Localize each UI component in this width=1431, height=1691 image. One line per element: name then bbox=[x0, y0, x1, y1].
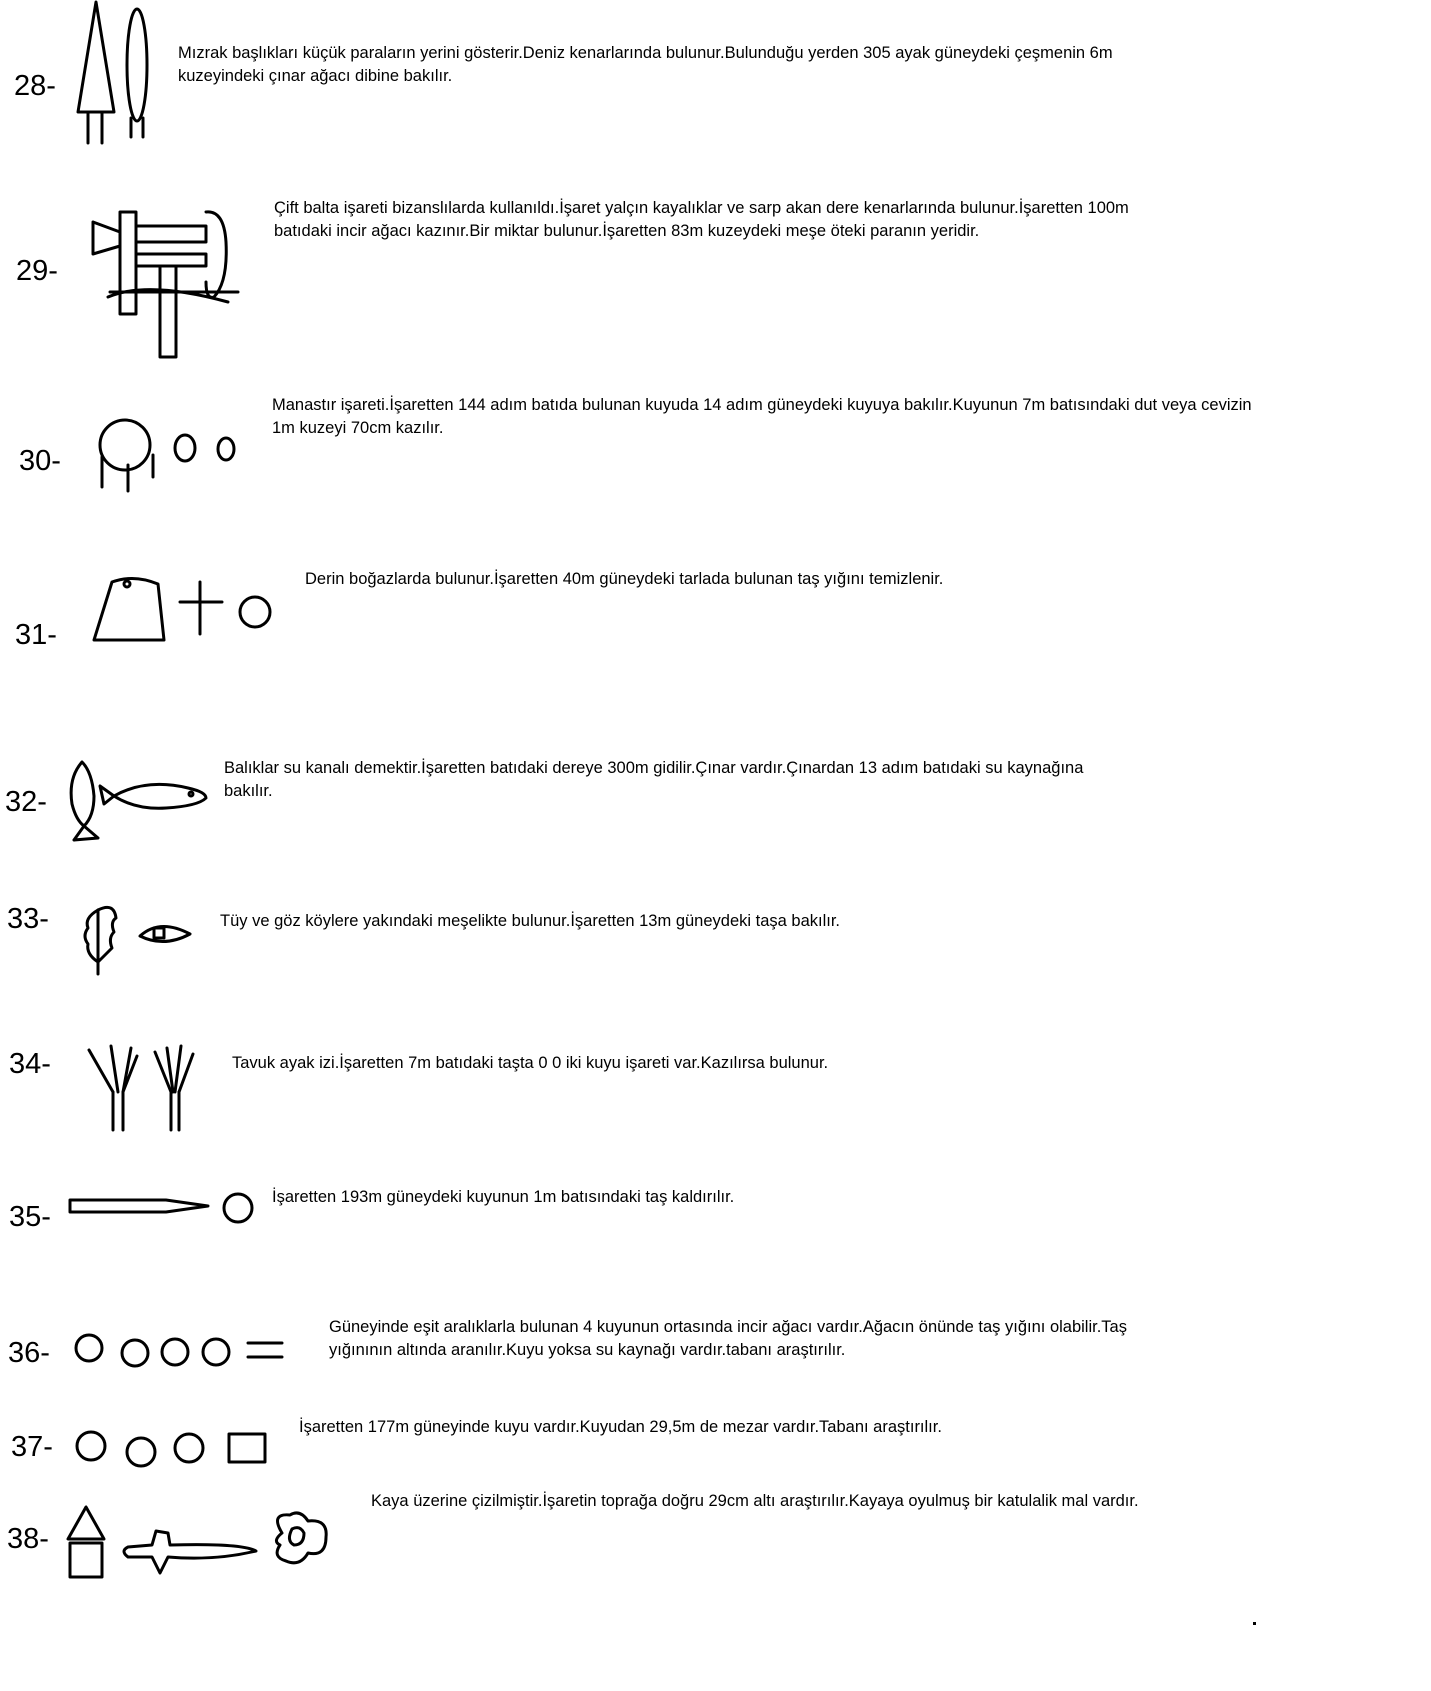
entry-number: 28- bbox=[14, 70, 56, 102]
entry-number: 37- bbox=[11, 1431, 53, 1463]
entry-description: Derin boğazlarda bulunur.İşaretten 40m güneydeki tarlada bulunan taş yığını temizlenir. bbox=[305, 570, 944, 588]
entry-description: Balıklar su kanalı demektir.İşaretten batıdaki dereye 300m gidilir.Çınar vardır.Çınardan 13 adım batıdaki su kaynağına bakılır. bbox=[224, 759, 1084, 800]
house-sword-knot-icon bbox=[64, 1505, 329, 1605]
entry-description: Mızrak başlıkları küçük paraların yerini gösterir.Deniz kenarlarında bulunur.Bulunduğu yerden 305 ayak güneydeki çeşmenin 6m kuzeyindeki çınar ağacı dibine bakılır. bbox=[178, 44, 1113, 85]
entry-description: İşaretten 193m güneydeki kuyunun 1m batısındaki taş kaldırılır. bbox=[272, 1188, 735, 1206]
feather-eye-icon bbox=[80, 900, 195, 980]
entry-description: İşaretten 177m güneyinde kuyu vardır.Kuyudan 29,5m de mezar vardır.Tabanı araştırılır. bbox=[299, 1418, 942, 1436]
fish-icon bbox=[66, 758, 211, 844]
entry-number: 38- bbox=[7, 1523, 49, 1555]
entry-description: Çift balta işareti bizanslılarda kullanıldı.İşaret yalçın kayalıklar ve sarp akan dere kenarlarında bulunur.İşaretten 100m batıdaki incir ağacı kazınır.Bir miktar bulunur.İşaretten 83m kuzeydeki meşe öteki paranın yeridir. bbox=[274, 199, 1129, 240]
entry-number: 32- bbox=[5, 786, 47, 818]
three-circles-square-icon bbox=[73, 1430, 273, 1480]
dome-cross-circle-icon bbox=[92, 576, 277, 648]
entry-description: Güneyinde eşit aralıklarla bulunan 4 kuyunun ortasında incir ağacı vardır.Ağacın önünde taş yığını olabilir.Taş yığınının altında aranılır.Kuyu yoksa su kaynağı vardır.tabanı araştırılır. bbox=[329, 1318, 1127, 1359]
entry-description: Tüy ve göz köylere yakındaki meşelikte bulunur.İşaretten 13m güneydeki taşa bakılır. bbox=[220, 912, 840, 930]
stray-dot bbox=[1253, 1622, 1256, 1625]
entry-number: 36- bbox=[8, 1337, 50, 1369]
entry-description: Manastır işareti.İşaretten 144 adım batıda bulunan kuyuda 14 adım güneydeki kuyuya bakılır.Kuyunun 7m batısındaki dut veya cevizin 1m kuzeyi 70cm kazılır. bbox=[272, 396, 1252, 437]
entry-number: 35- bbox=[9, 1201, 51, 1233]
chicken-foot-icon bbox=[85, 1044, 197, 1132]
entry-number: 34- bbox=[9, 1048, 51, 1080]
entry-description: Tavuk ayak izi.İşaretten 7m batıdaki taşta 0 0 iki kuyu işareti var.Kazılırsa bulunur. bbox=[232, 1054, 829, 1072]
entry-number: 31- bbox=[15, 619, 57, 651]
entry-description: Kaya üzerine çizilmiştir.İşaretin toprağa doğru 29cm altı araştırılır.Kayaya oyulmuş bir katulalik mal vardır. bbox=[371, 1492, 1139, 1510]
double-axe-icon bbox=[88, 202, 238, 362]
spearhead-icon bbox=[74, 0, 154, 145]
four-circles-icon bbox=[72, 1330, 287, 1380]
entry-number: 33- bbox=[7, 903, 49, 935]
entry-number: 29- bbox=[16, 255, 58, 287]
entry-number: 30- bbox=[19, 445, 61, 477]
arrow-circle-icon bbox=[68, 1190, 258, 1230]
monastery-icon bbox=[95, 415, 245, 495]
